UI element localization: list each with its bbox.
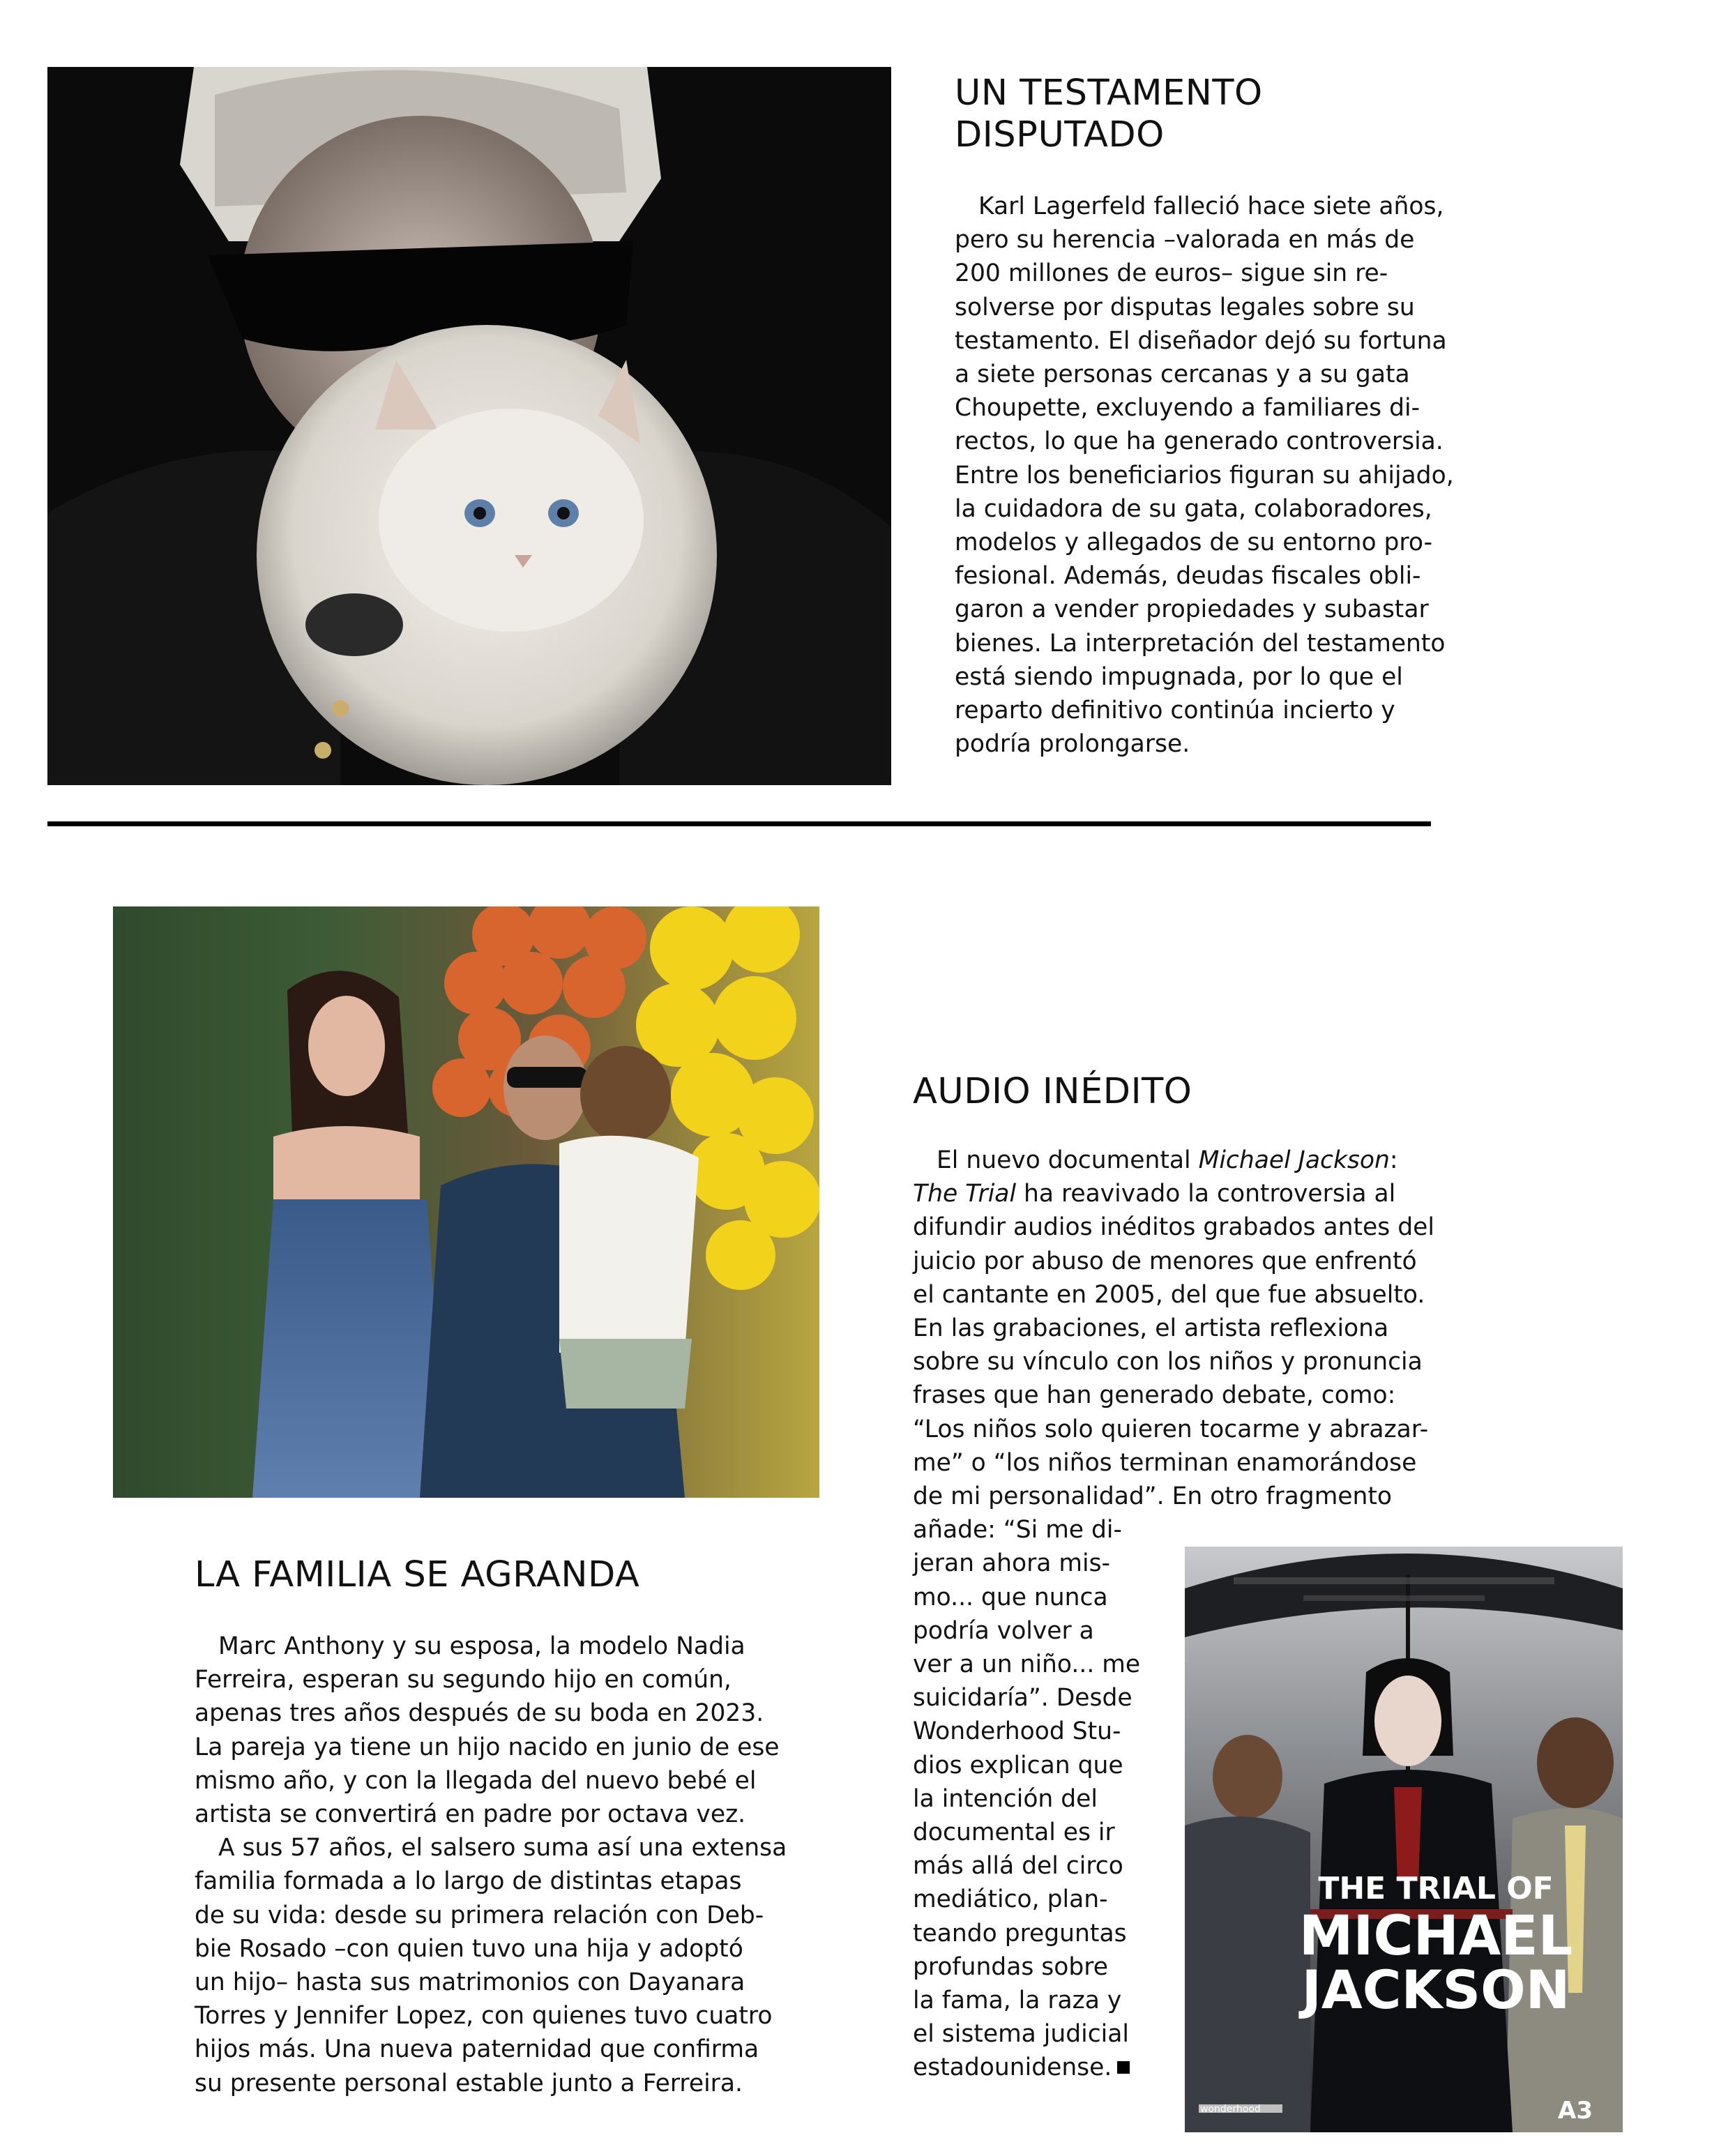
body-line: su presente personal estable junto a Ferreira. <box>195 2069 743 2097</box>
body-line: de mi personalidad”. En otro fragmento <box>913 1482 1393 1511</box>
body-line: Ferreira, esperan su segundo hijo en común, <box>195 1666 732 1694</box>
body-line: Karl Lagerfeld falleció hace siete años, <box>978 192 1444 220</box>
body-line: pero su herencia –valorada en más de <box>955 226 1415 255</box>
body-line: teando preguntas <box>913 1919 1127 1948</box>
body-line: solverse por disputas legales sobre su <box>955 293 1415 321</box>
body-line: profundas sobre <box>913 1952 1108 1981</box>
body-line: difundir audios inéditos grabados antes del <box>913 1213 1434 1242</box>
body-line: dios explican que <box>913 1751 1123 1779</box>
body-line: rectos, lo que ha generado controversia. <box>955 427 1444 456</box>
body-line: está siendo impugnada, por lo que el <box>955 662 1403 691</box>
body-line: modelos y allegados de su entorno pro- <box>955 529 1433 557</box>
article3-intro-prefix: El nuevo documental <box>937 1146 1199 1174</box>
body-line: la fama, la raza y <box>913 1987 1122 2015</box>
body-line: Entre los beneficiarios figuran su ahijado, <box>955 461 1454 489</box>
article3-title: AUDIO INÉDITO <box>913 1071 1192 1112</box>
article1-title-line: DISPUTADO <box>955 114 1165 155</box>
trial-of-michael-jackson-poster <box>1185 1547 1623 2132</box>
article1-body <box>955 190 1471 761</box>
body-line: garon a vender propiedades y subastar <box>955 595 1429 624</box>
poster-title-line: MICHAEL <box>1298 1905 1573 1968</box>
body-line: el cantante en 2005, del que fue absuelto. <box>913 1280 1425 1309</box>
body-line: 200 millones de euros– sigue sin re- <box>955 259 1388 288</box>
article2-body <box>195 1630 822 2100</box>
body-line: estadounidense. <box>913 2051 1471 2084</box>
poster-studio-logo: wonderhood <box>1200 2104 1261 2115</box>
body-line: mo... que nunca <box>913 1583 1108 1611</box>
body-line: frases que han generado debate, como: <box>913 1381 1396 1410</box>
body-line: el sistema judicial <box>913 2020 1129 2049</box>
article3-intro-colon: : <box>1389 1146 1398 1174</box>
body-line: mismo año, y con la llegada del nuevo bebé el <box>195 1766 757 1795</box>
body-line: jeran ahora mis- <box>913 1549 1110 1578</box>
body-line: “Los niños solo quieren tocarme y abrazar- <box>913 1415 1429 1443</box>
film-title-part1: Michael Jackson <box>1198 1146 1390 1174</box>
body-line: Torres y Jennifer Lopez, con quienes tuvo cuatro <box>195 2002 773 2030</box>
body-line: documental es ir <box>913 1819 1115 1847</box>
body-line: Marc Anthony y su esposa, la modelo Nadia <box>218 1632 745 1660</box>
body-line: más allá del circo <box>913 1852 1123 1881</box>
body-line: testamento. El diseñador dejó su fortuna <box>955 326 1447 355</box>
body-line: mediático, plan- <box>913 1885 1108 1914</box>
poster-channel-logo: A3 <box>1558 2097 1593 2125</box>
body-line: La pareja ya tiene un hijo nacido en junio de ese <box>195 1733 780 1761</box>
body-line: reparto definitivo continúa incierto y <box>955 697 1395 725</box>
body-line: la cuidadora de su gata, colaboradores, <box>955 494 1432 523</box>
body-line: Wonderhood Stu- <box>913 1717 1121 1746</box>
body-line: ver a un niño... me <box>913 1650 1141 1679</box>
body-line: bienes. La interpretación del testamento <box>955 629 1446 658</box>
body-line: bie Rosado –con quien tuvo una hija y adoptó <box>195 1934 743 1963</box>
body-line: la intención del <box>913 1784 1098 1813</box>
poster-title-line: JACKSON <box>1301 1959 1570 2021</box>
article3-intro-line2 <box>913 1177 1471 1210</box>
body-line: hijos más. Una nueva paternidad que confirma <box>195 2035 759 2064</box>
body-line: sobre su vínculo con los niños y pronuncia <box>913 1348 1423 1376</box>
body-line: a siete personas cercanas y a su gata <box>955 360 1410 389</box>
body-line: fesional. Además, deudas fiscales obli- <box>955 562 1421 591</box>
section-divider <box>47 821 1431 826</box>
body-line: podría volver a <box>913 1616 1094 1645</box>
body-line: Choupette, excluyendo a familiares di- <box>955 394 1420 423</box>
article1-title <box>955 73 1263 156</box>
body-line: En las grabaciones, el artista reflexiona <box>913 1314 1389 1343</box>
article1-title-line: UN TESTAMENTO <box>955 73 1263 114</box>
body-line: apenas tres años después de su boda en 2023. <box>195 1699 764 1728</box>
article3-intro-line <box>913 1144 1471 1177</box>
body-line: un hijo– hasta sus matrimonios con Dayanara <box>195 1968 745 1997</box>
marc-anthony-family-photo <box>113 906 819 1498</box>
body-line: podría prolongarse. <box>955 730 1190 759</box>
body-line: artista se convertirá en padre por octava vez. <box>195 1800 746 1829</box>
film-title-part2: The Trial <box>913 1180 1017 1208</box>
body-line: añade: “Si me di- <box>913 1516 1122 1544</box>
lagerfeld-cat-photo <box>47 67 891 785</box>
end-of-article-mark <box>1117 2061 1130 2074</box>
poster-title-line: THE TRIAL OF <box>1318 1871 1554 1906</box>
body-line: de su vida: desde su primera relación con Deb- <box>195 1901 764 1929</box>
article3-intro-suffix: ha reavivado la controversia al <box>1016 1180 1396 1208</box>
body-line: juicio por abuso de menores que enfrentó <box>913 1247 1417 1275</box>
body-line: me” o “los niños terminan enamorándose <box>913 1448 1417 1477</box>
body-line: familia formada a lo largo de distintas etapas <box>195 1867 742 1896</box>
article2-title: LA FAMILIA SE AGRANDA <box>195 1554 640 1595</box>
body-line: A sus 57 años, el salsero suma así una extensa <box>218 1834 787 1862</box>
body-line: suicidaría”. Desde <box>913 1684 1132 1713</box>
